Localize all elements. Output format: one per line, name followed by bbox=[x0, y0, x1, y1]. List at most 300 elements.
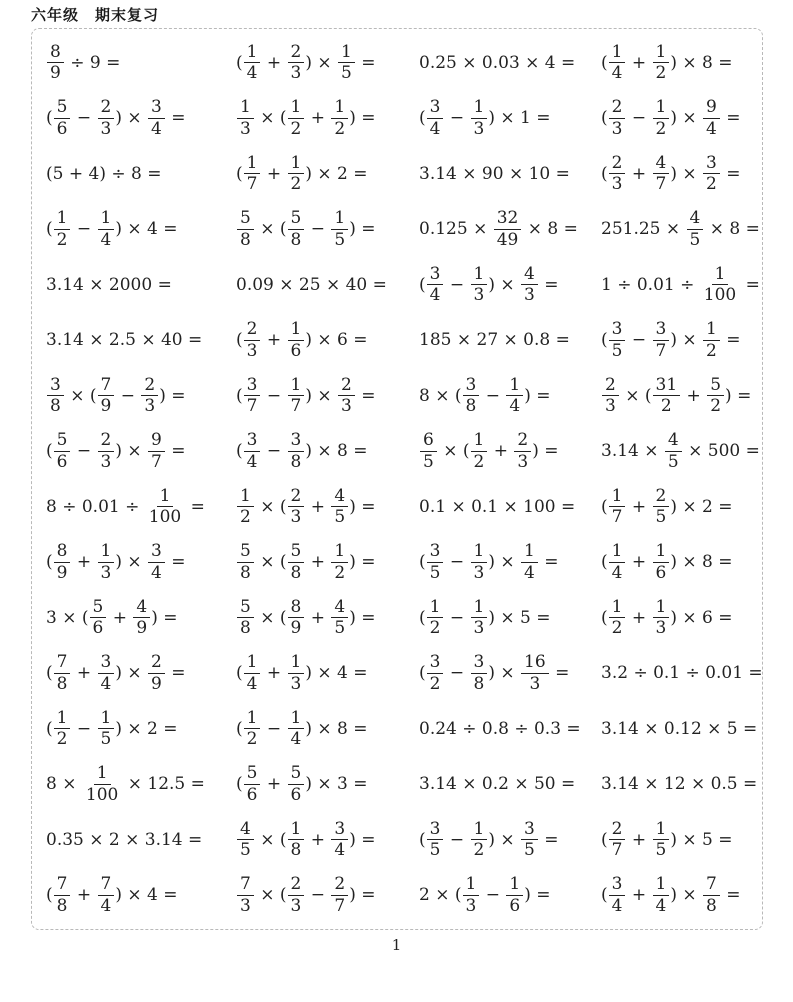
fraction-denominator: 2 bbox=[334, 118, 346, 139]
problem-expression bbox=[601, 812, 763, 868]
fraction-denominator: 5 bbox=[240, 840, 251, 861]
expression-text: + bbox=[261, 774, 287, 795]
fraction bbox=[237, 209, 254, 249]
fraction bbox=[463, 875, 480, 915]
fraction-denominator: 8 bbox=[240, 562, 251, 583]
fraction bbox=[98, 542, 115, 582]
fraction bbox=[494, 209, 522, 249]
fraction bbox=[471, 542, 488, 582]
fraction-numerator: 6 bbox=[420, 431, 437, 451]
fraction-denominator: 2 bbox=[240, 507, 251, 528]
expression-text: ( bbox=[236, 385, 243, 406]
expression-text: + bbox=[305, 108, 331, 129]
fraction-denominator: 3 bbox=[517, 451, 529, 472]
fraction bbox=[54, 98, 71, 138]
expression-text: 251.25 × bbox=[601, 219, 686, 240]
fraction bbox=[98, 653, 115, 693]
fraction-numerator: 7 bbox=[98, 376, 115, 396]
fraction-numerator: 7 bbox=[237, 875, 254, 895]
fraction bbox=[237, 487, 254, 527]
expression-text: − bbox=[444, 274, 470, 295]
fraction-denominator: 4 bbox=[655, 895, 667, 916]
expression-text: − bbox=[305, 885, 331, 906]
fraction-denominator: 5 bbox=[655, 840, 667, 861]
problem-expression bbox=[601, 646, 763, 702]
expression-text: 2 × ( bbox=[419, 885, 462, 906]
fraction bbox=[707, 376, 724, 416]
expression-text: 0.125 × bbox=[419, 219, 493, 240]
expression-text: − bbox=[626, 330, 652, 351]
fraction-numerator: 31 bbox=[653, 376, 681, 396]
problem-expression bbox=[46, 368, 236, 424]
expression-text: 3 × ( bbox=[46, 607, 89, 628]
expression-text: ( bbox=[601, 52, 608, 73]
expression-text: ) × bbox=[305, 52, 338, 73]
fraction-numerator: 1 bbox=[237, 487, 254, 507]
fraction bbox=[471, 98, 488, 138]
problem-expression bbox=[46, 424, 236, 480]
expression-text: ( bbox=[46, 219, 53, 240]
fraction bbox=[244, 653, 261, 693]
fraction-denominator: 100 bbox=[148, 507, 182, 528]
fraction-numerator: 16 bbox=[521, 653, 549, 673]
expression-text: ( bbox=[419, 552, 426, 573]
fraction-denominator: 4 bbox=[706, 118, 717, 139]
fraction-denominator: 6 bbox=[509, 895, 521, 916]
fraction bbox=[54, 209, 71, 249]
fraction bbox=[703, 98, 720, 138]
fraction bbox=[98, 431, 115, 471]
fraction bbox=[54, 709, 71, 749]
fraction-numerator: 1 bbox=[703, 320, 720, 340]
fraction-denominator: 100 bbox=[703, 285, 737, 306]
expression-text: ( bbox=[46, 885, 53, 906]
fraction bbox=[288, 875, 305, 915]
expression-text: + bbox=[626, 552, 652, 573]
expression-text: ( bbox=[46, 552, 53, 573]
fraction bbox=[288, 209, 305, 249]
fraction-numerator: 1 bbox=[471, 598, 488, 618]
expression-text: 3.14 × 0.2 × 50 = bbox=[419, 774, 576, 795]
fraction-denominator: 7 bbox=[655, 174, 667, 195]
problem-expression bbox=[236, 91, 419, 147]
fraction-numerator: 1 bbox=[609, 598, 626, 618]
fraction-numerator: 3 bbox=[427, 653, 444, 673]
expression-text: ) × bbox=[670, 330, 703, 351]
problem-expression bbox=[46, 590, 236, 646]
expression-text: ) = bbox=[349, 829, 376, 850]
problem-expression bbox=[601, 868, 763, 924]
fraction-numerator: 3 bbox=[331, 820, 348, 840]
problem-expression bbox=[601, 35, 763, 91]
fraction-denominator: 4 bbox=[334, 840, 346, 861]
fraction bbox=[331, 598, 348, 638]
expression-text: = bbox=[740, 274, 760, 295]
fraction bbox=[98, 875, 115, 915]
problem-expression bbox=[601, 757, 763, 813]
fraction-denominator: 8 bbox=[240, 618, 251, 639]
fraction-denominator: 2 bbox=[56, 729, 68, 750]
expression-text: + bbox=[261, 52, 287, 73]
fraction bbox=[288, 820, 305, 860]
fraction-denominator: 2 bbox=[56, 229, 68, 250]
problem-expression bbox=[601, 590, 763, 646]
fraction-numerator: 1 bbox=[244, 709, 261, 729]
fraction bbox=[521, 542, 538, 582]
fraction-numerator: 1 bbox=[288, 98, 305, 118]
expression-text: ) × 6 = bbox=[670, 607, 733, 628]
expression-text: ( bbox=[601, 829, 608, 850]
problem-expression bbox=[46, 91, 236, 147]
fraction-denominator: 5 bbox=[689, 229, 701, 250]
expression-text: + bbox=[626, 829, 652, 850]
expression-text: × ( bbox=[254, 108, 287, 129]
problem-expression bbox=[236, 313, 419, 369]
fraction-numerator: 9 bbox=[703, 98, 720, 118]
fraction-denominator: 4 bbox=[246, 63, 258, 84]
fraction-numerator: 2 bbox=[98, 98, 115, 118]
fraction-numerator: 4 bbox=[521, 265, 538, 285]
fraction-denominator: 3 bbox=[290, 895, 302, 916]
fraction bbox=[148, 98, 165, 138]
expression-text: − bbox=[115, 385, 141, 406]
fraction-numerator: 2 bbox=[331, 875, 348, 895]
fraction-denominator: 2 bbox=[290, 118, 302, 139]
problem-expression bbox=[419, 257, 601, 313]
fraction-numerator: 4 bbox=[237, 820, 254, 840]
expression-text: ) = bbox=[159, 385, 186, 406]
fraction-denominator: 3 bbox=[100, 118, 112, 139]
fraction-numerator: 2 bbox=[602, 376, 619, 396]
fraction bbox=[237, 542, 254, 582]
expression-text: 3.14 × 2000 = bbox=[46, 274, 172, 295]
fraction-numerator: 1 bbox=[471, 542, 488, 562]
expression-text: ) = bbox=[524, 385, 551, 406]
expression-text: ( bbox=[601, 330, 608, 351]
fraction bbox=[653, 98, 670, 138]
fraction-denominator: 3 bbox=[240, 118, 251, 139]
problem-expression bbox=[236, 757, 419, 813]
fraction bbox=[653, 320, 670, 360]
problem-expression bbox=[601, 479, 763, 535]
expression-text: ) × 4 = bbox=[305, 663, 368, 684]
fraction bbox=[47, 376, 64, 416]
fraction bbox=[288, 709, 305, 749]
expression-text: × 500 = bbox=[682, 441, 760, 462]
expression-text: ( bbox=[236, 330, 243, 351]
fraction-numerator: 3 bbox=[609, 320, 626, 340]
problem-expression bbox=[601, 313, 763, 369]
fraction bbox=[288, 764, 305, 804]
fraction bbox=[338, 43, 355, 83]
fraction-numerator: 1 bbox=[506, 875, 523, 895]
fraction bbox=[420, 431, 437, 471]
expression-text: (5 + 4) ÷ 8 = bbox=[46, 163, 162, 184]
fraction bbox=[653, 487, 670, 527]
problem-expression bbox=[236, 868, 419, 924]
fraction bbox=[463, 376, 480, 416]
expression-text: ( bbox=[236, 52, 243, 73]
fraction-denominator: 4 bbox=[524, 562, 535, 583]
expression-text: = bbox=[165, 552, 186, 573]
expression-text: ) = bbox=[349, 108, 376, 129]
expression-text: = bbox=[538, 552, 559, 573]
fraction-denominator: 6 bbox=[56, 118, 68, 139]
fraction bbox=[701, 265, 739, 305]
fraction bbox=[98, 709, 115, 749]
fraction-numerator: 3 bbox=[47, 376, 64, 396]
expression-text: ) = bbox=[349, 607, 376, 628]
fraction-denominator: 3 bbox=[473, 562, 485, 583]
expression-text: ( bbox=[419, 274, 426, 295]
problem-expression bbox=[236, 535, 419, 591]
fraction-denominator: 7 bbox=[611, 507, 623, 528]
fraction-numerator: 1 bbox=[98, 709, 115, 729]
fraction-numerator: 1 bbox=[471, 820, 488, 840]
fraction-denominator: 6 bbox=[655, 562, 667, 583]
fraction bbox=[609, 542, 626, 582]
fraction-denominator: 3 bbox=[100, 562, 112, 583]
fraction-numerator: 1 bbox=[338, 43, 355, 63]
fraction-numerator: 5 bbox=[237, 598, 254, 618]
expression-text: × ( bbox=[254, 829, 287, 850]
fraction bbox=[237, 820, 254, 860]
fraction bbox=[653, 154, 670, 194]
fraction-numerator: 7 bbox=[98, 875, 115, 895]
expression-text: ( bbox=[419, 829, 426, 850]
fraction bbox=[609, 875, 626, 915]
problem-expression bbox=[419, 202, 601, 258]
fraction bbox=[90, 598, 107, 638]
fraction-denominator: 3 bbox=[524, 285, 535, 306]
fraction-denominator: 3 bbox=[655, 618, 667, 639]
fraction-numerator: 3 bbox=[98, 653, 115, 673]
fraction-denominator: 4 bbox=[100, 673, 112, 694]
problem-expression bbox=[46, 257, 236, 313]
fraction bbox=[146, 487, 184, 527]
fraction-numerator: 4 bbox=[653, 154, 670, 174]
fraction bbox=[54, 875, 71, 915]
fraction-denominator: 9 bbox=[151, 673, 162, 694]
fraction-denominator: 4 bbox=[611, 562, 623, 583]
fraction-denominator: 3 bbox=[473, 618, 485, 639]
expression-text: ) × 3 = bbox=[305, 774, 368, 795]
fraction-numerator: 1 bbox=[471, 265, 488, 285]
expression-text: = bbox=[538, 829, 559, 850]
expression-text: 8 × ( bbox=[419, 385, 462, 406]
fraction bbox=[98, 376, 115, 416]
fraction bbox=[54, 431, 71, 471]
fraction-denominator: 8 bbox=[50, 396, 61, 417]
fraction-numerator: 3 bbox=[288, 431, 305, 451]
expression-text: 3.14 × 0.12 × 5 = bbox=[601, 718, 758, 739]
fraction-numerator: 1 bbox=[653, 820, 670, 840]
fraction-numerator: 3 bbox=[521, 820, 538, 840]
fraction-denominator: 9 bbox=[56, 562, 68, 583]
expression-text: = bbox=[165, 441, 186, 462]
expression-text: − bbox=[71, 718, 97, 739]
fraction-denominator: 3 bbox=[529, 673, 541, 694]
fraction-numerator: 1 bbox=[653, 43, 670, 63]
problem-expression bbox=[419, 35, 601, 91]
fraction-numerator: 1 bbox=[609, 487, 626, 507]
fraction-denominator: 3 bbox=[290, 507, 302, 528]
fraction bbox=[288, 598, 305, 638]
fraction bbox=[338, 376, 355, 416]
fraction-numerator: 2 bbox=[148, 653, 165, 673]
fraction bbox=[609, 154, 626, 194]
fraction-numerator: 1 bbox=[427, 598, 444, 618]
fraction-numerator: 3 bbox=[703, 154, 720, 174]
fraction bbox=[288, 376, 305, 416]
expression-text: + bbox=[305, 552, 331, 573]
fraction-denominator: 4 bbox=[509, 396, 521, 417]
fraction bbox=[244, 43, 261, 83]
fraction bbox=[653, 376, 681, 416]
expression-text: ) × 2 = bbox=[305, 163, 368, 184]
expression-text: = bbox=[165, 108, 186, 129]
expression-text: = bbox=[720, 330, 741, 351]
expression-text: = bbox=[355, 52, 376, 73]
fraction-denominator: 2 bbox=[246, 729, 258, 750]
fraction bbox=[471, 598, 488, 638]
fraction-denominator: 4 bbox=[151, 562, 162, 583]
fraction-denominator: 6 bbox=[290, 784, 302, 805]
problem-expression bbox=[46, 202, 236, 258]
fraction bbox=[288, 542, 305, 582]
expression-text: ) × bbox=[670, 163, 703, 184]
fraction-numerator: 3 bbox=[427, 98, 444, 118]
fraction-denominator: 4 bbox=[429, 285, 441, 306]
fraction-denominator: 5 bbox=[667, 451, 679, 472]
fraction-denominator: 3 bbox=[473, 118, 485, 139]
fraction-denominator: 7 bbox=[655, 340, 667, 361]
fraction bbox=[237, 598, 254, 638]
expression-text: − bbox=[261, 441, 287, 462]
expression-text: ( bbox=[236, 163, 243, 184]
expression-text: ) × bbox=[488, 274, 521, 295]
fraction-numerator: 3 bbox=[244, 431, 261, 451]
problem-expression bbox=[46, 812, 236, 868]
expression-text: ) × bbox=[115, 663, 148, 684]
fraction bbox=[427, 542, 444, 582]
fraction-denominator: 5 bbox=[423, 451, 434, 472]
fraction-numerator: 1 bbox=[331, 209, 348, 229]
fraction bbox=[427, 653, 444, 693]
expression-text: + bbox=[626, 607, 652, 628]
fraction bbox=[237, 875, 254, 915]
expression-text: ) × 2 = bbox=[670, 496, 733, 517]
fraction bbox=[98, 98, 115, 138]
expression-text: + bbox=[626, 52, 652, 73]
fraction-numerator: 4 bbox=[331, 487, 348, 507]
expression-text: = bbox=[549, 663, 570, 684]
fraction-denominator: 9 bbox=[136, 618, 148, 639]
expression-text: ( bbox=[601, 496, 608, 517]
fraction-denominator: 8 bbox=[56, 895, 68, 916]
fraction-numerator: 1 bbox=[244, 154, 261, 174]
expression-text: + bbox=[681, 385, 707, 406]
problem-expression bbox=[601, 146, 763, 202]
fraction-denominator: 49 bbox=[496, 229, 519, 250]
expression-text: ( bbox=[236, 663, 243, 684]
problem-expression bbox=[601, 535, 763, 591]
expression-text: 3.2 ÷ 0.1 ÷ 0.01 = bbox=[601, 663, 763, 684]
fraction-numerator: 8 bbox=[288, 598, 305, 618]
problem-expression bbox=[419, 313, 601, 369]
fraction-denominator: 8 bbox=[706, 895, 717, 916]
expression-text: × ( bbox=[254, 219, 287, 240]
expression-text: ( bbox=[419, 607, 426, 628]
fraction-numerator: 8 bbox=[47, 43, 64, 63]
expression-text: + bbox=[626, 496, 652, 517]
fraction-numerator: 1 bbox=[506, 376, 523, 396]
expression-text: − bbox=[261, 385, 287, 406]
fraction-numerator: 2 bbox=[609, 154, 626, 174]
fraction bbox=[609, 487, 626, 527]
fraction bbox=[288, 487, 305, 527]
fraction-denominator: 3 bbox=[611, 118, 623, 139]
expression-text: × ( bbox=[64, 385, 97, 406]
fraction bbox=[148, 653, 165, 693]
expression-text: − bbox=[480, 385, 506, 406]
fraction bbox=[427, 820, 444, 860]
fraction-numerator: 2 bbox=[609, 820, 626, 840]
expression-text: 0.24 ÷ 0.8 ÷ 0.3 = bbox=[419, 718, 581, 739]
expression-text: = bbox=[185, 496, 205, 517]
problem-expression bbox=[419, 424, 601, 480]
expression-text: 1 ÷ 0.01 ÷ bbox=[601, 274, 700, 295]
problem-expression bbox=[236, 812, 419, 868]
fraction-numerator: 1 bbox=[288, 154, 305, 174]
fraction-denominator: 8 bbox=[290, 562, 302, 583]
fraction bbox=[54, 653, 71, 693]
fraction bbox=[521, 653, 549, 693]
expression-text: × ( bbox=[254, 496, 287, 517]
fraction-denominator: 5 bbox=[334, 507, 346, 528]
fraction-denominator: 3 bbox=[341, 396, 352, 417]
fraction-denominator: 9 bbox=[100, 396, 112, 417]
fraction-denominator: 8 bbox=[240, 229, 251, 250]
expression-text: − bbox=[305, 219, 331, 240]
fraction bbox=[237, 98, 254, 138]
fraction-numerator: 3 bbox=[463, 376, 480, 396]
problem-expression bbox=[419, 646, 601, 702]
expression-text: − bbox=[444, 552, 470, 573]
expression-text: ) × bbox=[488, 663, 521, 684]
fraction-denominator: 100 bbox=[85, 784, 119, 805]
fraction bbox=[609, 820, 626, 860]
fraction-numerator: 1 bbox=[653, 98, 670, 118]
expression-text: ) × 8 = bbox=[670, 52, 733, 73]
expression-text: − bbox=[261, 718, 287, 739]
fraction-denominator: 2 bbox=[473, 840, 485, 861]
fraction bbox=[609, 43, 626, 83]
fraction-denominator: 5 bbox=[611, 340, 623, 361]
expression-text: ( bbox=[601, 108, 608, 129]
page-number: 1 bbox=[391, 936, 402, 954]
fraction-numerator: 3 bbox=[471, 653, 488, 673]
fraction bbox=[54, 542, 71, 582]
fraction-numerator: 4 bbox=[687, 209, 704, 229]
fraction bbox=[471, 653, 488, 693]
fraction bbox=[471, 820, 488, 860]
fraction bbox=[288, 431, 305, 471]
fraction-denominator: 5 bbox=[429, 562, 441, 583]
fraction-numerator: 5 bbox=[237, 209, 254, 229]
fraction bbox=[148, 542, 165, 582]
fraction-numerator: 7 bbox=[54, 875, 71, 895]
